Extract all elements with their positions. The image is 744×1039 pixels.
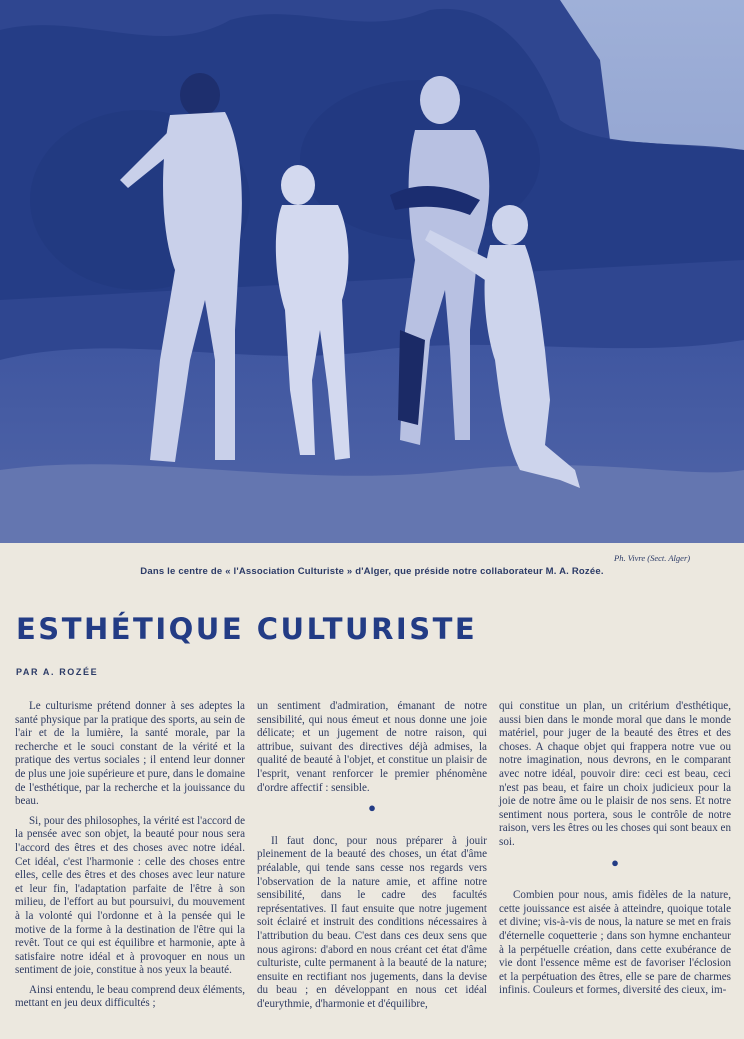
- paragraph: Ainsi entendu, le beau comprend deux éléments, mettant en jeu deux difficultés ;: [15, 983, 245, 1010]
- paragraph: Il faut donc, pour nous préparer à jouir pleinement de la beauté des choses, un état d'âme préalable, qui tende sans cesse nos regards vers l'observation de la nature amie, et affine notre sensibilité, dans le cadre des facultés représentatives. Il faut ensuite que notre jugement soit éclairé et instruit des conditions nécessaires à l'attribution du beau. C'est dans ces deux sens que nous agirons: d'abord en nous créant cet état d'âme culturiste, culte permanent à la beauté de la nature; ensuite en rectifiant nos jugements, dans la devise du beau ; en développant en nous cet idéal d'eurythmie, d'harmonie et d'équilibre,: [257, 834, 487, 1010]
- photo-caption: Dans le centre de « l'Association Culturiste » d'Alger, que préside notre collaborateur M. A. Rozée.: [140, 566, 604, 577]
- paragraph: Combien pour nous, amis fidèles de la nature, cette jouissance est aisée à atteindre, quoique totale et divine; vis-à-vis de nous, la nature se met en frais d'éternelle coquetterie ; dans son hymne enchanteur à la perpétuelle création, dans cette exubérance de vie dont l'essence même est de favoriser l'éclosion et la perpétuation des êtres, elle se pare de charmes infinis. Couleurs et formes, diversité des cieux, im-: [499, 889, 731, 997]
- section-separator: ●: [611, 854, 619, 870]
- paragraph: Si, pour des philosophes, la vérité est l'accord de la pensée avec son objet, la beauté pour nous sera l'accord des êtres et des choses avec notre idéal. Cet idéal, c'est l'harmonie : celle des choses entre elles, celle des êtres et des choses avec leur nature et leur fin, l'adaptation parfaite de l'être à son milieu, de l'effort au but poursuivi, du mouvement à la volonté qui l'ordonne et à la pensée qui le motive de la forme à la destination de l'être qui la revêt. Tout ce qui est équilibre et harmonie, apte à satisfaire notre idéal et à provoquer en nous un sentiment de joie, constitue à nos yeux la beauté.: [15, 814, 245, 977]
- article-column-3: [499, 700, 731, 1004]
- article-title: ESTHÉTIQUE CULTURISTE: [16, 612, 478, 646]
- article-byline: PAR A. ROZÉE: [16, 667, 99, 677]
- photo-credit: Ph. Vivre (Sect. Alger): [614, 553, 691, 563]
- paragraph: qui constitue un plan, un critérium d'esthétique, aussi bien dans le monde moral que dans le monde matériel, pour juger de la beauté des êtres et des choses. A chaque objet qui frappera notre vue ou notre imagination, nous devrons, en le comparant avec notre idéal, pouvoir dire: ceci est beau, ceci n'est pas beau, et faire un choix judicieux pour la joie de notre âme ou le plaisir de nos sens. Et notre sentiment nous portera, sous le contrôle de notre raison, vers les êtres ou les choses qui sont beaux en soi.: [499, 700, 731, 848]
- article-column-1: [15, 700, 245, 1017]
- paragraph: un sentiment d'admiration, émanant de notre sensibilité, qui nous émeut et nous donne une joie délicate; et un jugement de notre raison, qui attribue, suivant des directives déjà admises, la qualité de beauté à l'objet, et constitue un plaisir de l'esprit, venant renforcer le premier phénomène d'ordre affectif : sensible.: [257, 700, 487, 794]
- section-separator: ●: [368, 800, 376, 816]
- paragraph: Le culturisme prétend donner à ses adeptes la santé physique par la pratique des sports, au sein de l'air et de la lumière, la santé morale, par la recherche et le souci constant de la vérité et la pratique des vertus sociales ; il entend leur donner de plus une joie supérieure et pure, dans le domaine de l'esthétique, par la recherche et la jouissance du beau.: [15, 700, 245, 808]
- article-column-2: [257, 700, 487, 1017]
